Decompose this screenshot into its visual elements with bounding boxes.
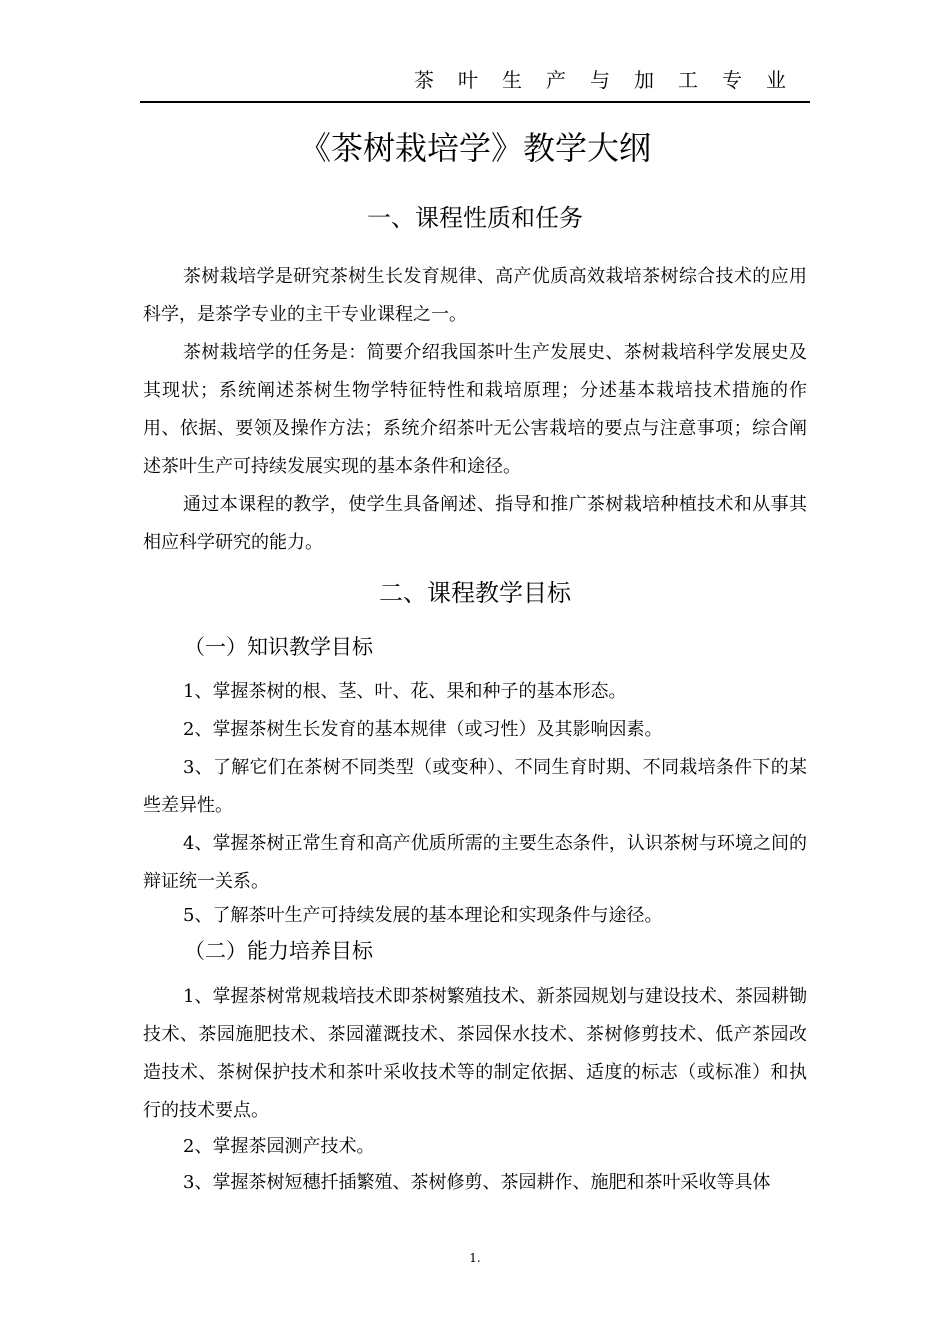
paragraph-course-tasks: 茶树栽培学的任务是：简要介绍我国茶叶生产发展史、茶树栽培科学发展史及其现状；系统阐述茶树生物学特征特性和栽培原理；分述基本栽培技术措施的作用、依据、要领及操作方法；系统介绍茶叶无公害栽培的要点与注意事项；综合阐述茶叶生产可持续发展实现的基本条件和途径。 xyxy=(143,342,807,477)
header-rule xyxy=(140,101,810,103)
list-item-knowledge-3: 3、了解它们在茶树不同类型（或变种）、不同生育时期、不同栽培条件下的某些差异性。 xyxy=(143,757,807,816)
section-heading-teaching-objectives: 二、课程教学目标 xyxy=(379,579,571,607)
page-number: 1. xyxy=(469,1251,481,1265)
paragraph-course-purpose: 通过本课程的教学，使学生具备阐述、指导和推广茶树栽培种植技术和从事其相应科学研究的能力。 xyxy=(143,494,807,553)
paragraph-course-nature: 茶树栽培学是研究茶树生长发育规律、高产优质高效栽培茶树综合技术的应用科学，是茶学专业的主干专业课程之一。 xyxy=(143,266,807,325)
subsection-heading-ability: （二）能力培养目标 xyxy=(184,939,373,963)
list-item-knowledge-5: 5、了解茶叶生产可持续发展的基本理论和实现条件与途径。 xyxy=(183,905,663,926)
running-header: 茶叶生产与加工专业 xyxy=(414,68,810,92)
list-item-ability-3: 3、掌握茶树短穗扦插繁殖、茶树修剪、茶园耕作、施肥和茶叶采收等具体 xyxy=(183,1172,771,1193)
subsection-heading-knowledge: （一）知识教学目标 xyxy=(184,635,373,659)
list-item-knowledge-4: 4、掌握茶树正常生育和高产优质所需的主要生态条件，认识茶树与环境之间的辩证统一关系。 xyxy=(143,833,807,892)
list-item-ability-1: 1、掌握茶树常规栽培技术即茶树繁殖技术、新茶园规划与建设技术、茶园耕锄技术、茶园施肥技术、茶园灌溉技术、茶园保水技术、茶树修剪技术、低产茶园改造技术、茶树保护技术和茶叶采收技术等的制定依据、适度的标志（或标准）和执行的技术要点。 xyxy=(143,986,807,1121)
section-heading-nature-and-tasks: 一、课程性质和任务 xyxy=(367,204,583,232)
list-item-ability-2: 2、掌握茶园测产技术。 xyxy=(183,1136,375,1157)
list-item-knowledge-2: 2、掌握茶树生长发育的基本规律（或习性）及其影响因素。 xyxy=(183,719,663,740)
document-title: 《茶树栽培学》教学大纲 xyxy=(298,129,651,167)
list-item-knowledge-1: 1、掌握茶树的根、茎、叶、花、果和种子的基本形态。 xyxy=(183,681,627,702)
